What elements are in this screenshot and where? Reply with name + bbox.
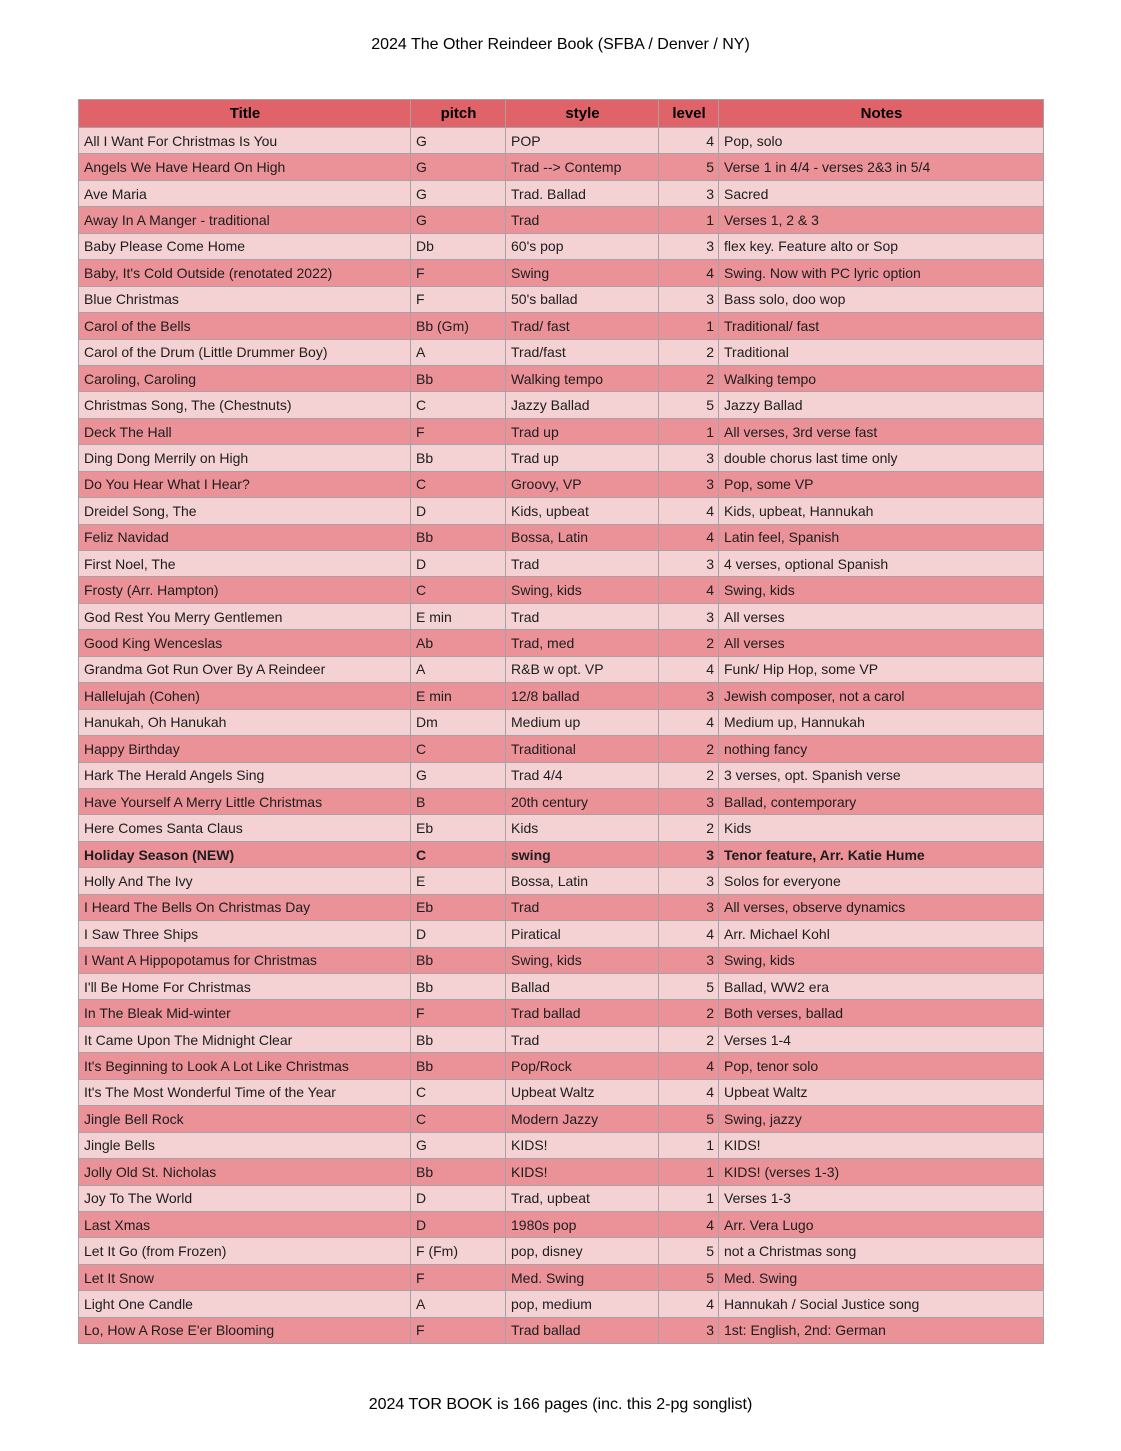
table-row: [79, 445, 1044, 471]
cell-pitch: G: [411, 207, 506, 233]
cell-pitch: Bb: [411, 524, 506, 550]
cell-notes: All verses, 3rd verse fast: [719, 418, 1044, 444]
page-footer: 2024 TOR BOOK is 166 pages (inc. this 2-pg songlist): [368, 1396, 753, 1413]
table-row: [79, 974, 1044, 1000]
cell-level: 1: [659, 1132, 719, 1158]
cell-notes: Jazzy Ballad: [719, 392, 1044, 418]
table-row: [79, 365, 1044, 391]
table-row: [79, 815, 1044, 841]
cell-notes: 3 verses, opt. Spanish verse: [719, 762, 1044, 788]
cell-pitch: Eb: [411, 894, 506, 920]
table-row: [79, 788, 1044, 814]
column-header-style: style: [506, 100, 659, 128]
cell-pitch: F: [411, 1264, 506, 1290]
cell-title: Happy Birthday: [79, 736, 411, 762]
table-row: [79, 1159, 1044, 1185]
table-row: [79, 392, 1044, 418]
cell-style: Kids: [506, 815, 659, 841]
table-row: [79, 762, 1044, 788]
cell-title: Hanukah, Oh Hanukah: [79, 709, 411, 735]
cell-title: God Rest You Merry Gentlemen: [79, 603, 411, 629]
cell-pitch: Eb: [411, 815, 506, 841]
cell-level: 2: [659, 762, 719, 788]
table-row: [79, 498, 1044, 524]
table-row: [79, 683, 1044, 709]
cell-notes: Pop, solo: [719, 128, 1044, 154]
table-row: [79, 1211, 1044, 1237]
cell-level: 1: [659, 207, 719, 233]
table-row: [79, 709, 1044, 735]
cell-notes: Verses 1-3: [719, 1185, 1044, 1211]
cell-pitch: E: [411, 868, 506, 894]
cell-level: 3: [659, 603, 719, 629]
page-title: 2024 The Other Reindeer Book (SFBA / Denver / NY): [371, 36, 750, 53]
table-row: [79, 1026, 1044, 1052]
cell-title: I'll Be Home For Christmas: [79, 974, 411, 1000]
table-row: [79, 656, 1044, 682]
cell-pitch: C: [411, 736, 506, 762]
column-header-pitch: pitch: [411, 100, 506, 128]
table-row: [79, 418, 1044, 444]
cell-level: 1: [659, 313, 719, 339]
cell-pitch: Bb: [411, 1159, 506, 1185]
cell-style: Modern Jazzy: [506, 1106, 659, 1132]
cell-style: Jazzy Ballad: [506, 392, 659, 418]
cell-notes: All verses: [719, 603, 1044, 629]
cell-style: 1980s pop: [506, 1211, 659, 1237]
cell-notes: flex key. Feature alto or Sop: [719, 233, 1044, 259]
cell-title: Light One Candle: [79, 1291, 411, 1317]
cell-title: Carol of the Drum (Little Drummer Boy): [79, 339, 411, 365]
cell-pitch: C: [411, 841, 506, 867]
cell-notes: Jewish composer, not a carol: [719, 683, 1044, 709]
cell-title: Holly And The Ivy: [79, 868, 411, 894]
cell-level: 5: [659, 1264, 719, 1290]
table-row: [79, 603, 1044, 629]
cell-title: I Want A Hippopotamus for Christmas: [79, 947, 411, 973]
cell-notes: Hannukah / Social Justice song: [719, 1291, 1044, 1317]
cell-style: Upbeat Waltz: [506, 1079, 659, 1105]
cell-pitch: D: [411, 551, 506, 577]
table-row: [79, 577, 1044, 603]
cell-notes: KIDS!: [719, 1132, 1044, 1158]
songlist-table-container: [78, 99, 1044, 1344]
cell-pitch: F (Fm): [411, 1238, 506, 1264]
table-row: [79, 894, 1044, 920]
table-row: [79, 471, 1044, 497]
table-row: [79, 339, 1044, 365]
cell-level: 1: [659, 1159, 719, 1185]
cell-notes: Verses 1-4: [719, 1026, 1044, 1052]
cell-level: 4: [659, 260, 719, 286]
cell-level: 2: [659, 365, 719, 391]
cell-level: 5: [659, 154, 719, 180]
cell-notes: Medium up, Hannukah: [719, 709, 1044, 735]
cell-style: Trad: [506, 551, 659, 577]
cell-style: Groovy, VP: [506, 471, 659, 497]
cell-title: Angels We Have Heard On High: [79, 154, 411, 180]
cell-title: Ding Dong Merrily on High: [79, 445, 411, 471]
cell-level: 4: [659, 577, 719, 603]
cell-title: It Came Upon The Midnight Clear: [79, 1026, 411, 1052]
cell-style: Kids, upbeat: [506, 498, 659, 524]
cell-pitch: F: [411, 418, 506, 444]
cell-notes: Both verses, ballad: [719, 1000, 1044, 1026]
table-row: [79, 1264, 1044, 1290]
cell-title: First Noel, The: [79, 551, 411, 577]
cell-notes: 1st: English, 2nd: German: [719, 1317, 1044, 1343]
cell-title: All I Want For Christmas Is You: [79, 128, 411, 154]
cell-title: Do You Hear What I Hear?: [79, 471, 411, 497]
column-header-level: level: [659, 100, 719, 128]
cell-notes: Upbeat Waltz: [719, 1079, 1044, 1105]
cell-notes: Verse 1 in 4/4 - verses 2&3 in 5/4: [719, 154, 1044, 180]
cell-title: Jingle Bells: [79, 1132, 411, 1158]
cell-title: Ave Maria: [79, 180, 411, 206]
table-row: [79, 286, 1044, 312]
cell-style: Trad 4/4: [506, 762, 659, 788]
cell-notes: Sacred: [719, 180, 1044, 206]
cell-notes: Walking tempo: [719, 365, 1044, 391]
cell-pitch: F: [411, 286, 506, 312]
cell-level: 4: [659, 1291, 719, 1317]
cell-title: Dreidel Song, The: [79, 498, 411, 524]
cell-title: Baby, It's Cold Outside (renotated 2022): [79, 260, 411, 286]
cell-title: Last Xmas: [79, 1211, 411, 1237]
cell-pitch: C: [411, 471, 506, 497]
cell-notes: Swing, kids: [719, 577, 1044, 603]
cell-notes: Bass solo, doo wop: [719, 286, 1044, 312]
cell-pitch: E min: [411, 683, 506, 709]
cell-notes: Traditional: [719, 339, 1044, 365]
cell-notes: Solos for everyone: [719, 868, 1044, 894]
cell-notes: Pop, some VP: [719, 471, 1044, 497]
cell-notes: KIDS! (verses 1-3): [719, 1159, 1044, 1185]
cell-style: Trad. Ballad: [506, 180, 659, 206]
table-row: [79, 233, 1044, 259]
cell-level: 3: [659, 868, 719, 894]
cell-pitch: Bb: [411, 445, 506, 471]
table-row: [79, 1106, 1044, 1132]
cell-title: Holiday Season (NEW): [79, 841, 411, 867]
cell-notes: double chorus last time only: [719, 445, 1044, 471]
cell-style: Traditional: [506, 736, 659, 762]
cell-title: Carol of the Bells: [79, 313, 411, 339]
table-row: [79, 180, 1044, 206]
table-row: [79, 1079, 1044, 1105]
cell-title: Jolly Old St. Nicholas: [79, 1159, 411, 1185]
table-row: [79, 154, 1044, 180]
cell-pitch: F: [411, 1000, 506, 1026]
cell-notes: Swing, kids: [719, 947, 1044, 973]
table-row: [79, 868, 1044, 894]
cell-pitch: A: [411, 339, 506, 365]
table-row: [79, 1238, 1044, 1264]
cell-pitch: C: [411, 577, 506, 603]
cell-title: It's The Most Wonderful Time of the Year: [79, 1079, 411, 1105]
cell-style: Trad ballad: [506, 1000, 659, 1026]
cell-style: POP: [506, 128, 659, 154]
cell-level: 4: [659, 921, 719, 947]
cell-pitch: Bb (Gm): [411, 313, 506, 339]
cell-style: Pop/Rock: [506, 1053, 659, 1079]
cell-title: Jingle Bell Rock: [79, 1106, 411, 1132]
cell-pitch: Bb: [411, 1026, 506, 1052]
cell-level: 3: [659, 445, 719, 471]
cell-title: Hallelujah (Cohen): [79, 683, 411, 709]
cell-level: 3: [659, 180, 719, 206]
table-row: [79, 551, 1044, 577]
cell-notes: Latin feel, Spanish: [719, 524, 1044, 550]
cell-style: Swing, kids: [506, 577, 659, 603]
cell-level: 4: [659, 524, 719, 550]
cell-pitch: Dm: [411, 709, 506, 735]
table-row: [79, 524, 1044, 550]
cell-pitch: G: [411, 180, 506, 206]
cell-pitch: Bb: [411, 1053, 506, 1079]
cell-style: 60's pop: [506, 233, 659, 259]
cell-title: Caroling, Caroling: [79, 365, 411, 391]
cell-style: Ballad: [506, 974, 659, 1000]
cell-level: 1: [659, 418, 719, 444]
cell-title: Baby Please Come Home: [79, 233, 411, 259]
cell-title: It's Beginning to Look A Lot Like Christmas: [79, 1053, 411, 1079]
cell-level: 2: [659, 1026, 719, 1052]
cell-pitch: C: [411, 392, 506, 418]
table-row: [79, 1053, 1044, 1079]
cell-title: I Saw Three Ships: [79, 921, 411, 947]
cell-title: Joy To The World: [79, 1185, 411, 1211]
cell-notes: Med. Swing: [719, 1264, 1044, 1290]
table-row: [79, 841, 1044, 867]
cell-title: Let It Go (from Frozen): [79, 1238, 411, 1264]
cell-pitch: G: [411, 762, 506, 788]
cell-style: 20th century: [506, 788, 659, 814]
cell-title: Here Comes Santa Claus: [79, 815, 411, 841]
cell-title: Christmas Song, The (Chestnuts): [79, 392, 411, 418]
cell-title: I Heard The Bells On Christmas Day: [79, 894, 411, 920]
cell-pitch: C: [411, 1079, 506, 1105]
cell-notes: nothing fancy: [719, 736, 1044, 762]
header-row: [79, 100, 1044, 128]
cell-style: KIDS!: [506, 1132, 659, 1158]
cell-title: Blue Christmas: [79, 286, 411, 312]
cell-notes: Verses 1, 2 & 3: [719, 207, 1044, 233]
cell-style: Bossa, Latin: [506, 524, 659, 550]
table-row: [79, 736, 1044, 762]
cell-pitch: D: [411, 1211, 506, 1237]
cell-pitch: A: [411, 656, 506, 682]
cell-title: Let It Snow: [79, 1264, 411, 1290]
cell-level: 3: [659, 551, 719, 577]
cell-notes: Swing, jazzy: [719, 1106, 1044, 1132]
cell-level: 5: [659, 974, 719, 1000]
cell-level: 4: [659, 1079, 719, 1105]
cell-style: Trad: [506, 207, 659, 233]
cell-notes: not a Christmas song: [719, 1238, 1044, 1264]
cell-pitch: D: [411, 921, 506, 947]
cell-title: Deck The Hall: [79, 418, 411, 444]
table-row: [79, 630, 1044, 656]
table-row: [79, 947, 1044, 973]
cell-pitch: G: [411, 128, 506, 154]
cell-title: Hark The Herald Angels Sing: [79, 762, 411, 788]
cell-notes: Arr. Michael Kohl: [719, 921, 1044, 947]
cell-style: Med. Swing: [506, 1264, 659, 1290]
cell-pitch: G: [411, 1132, 506, 1158]
cell-pitch: Bb: [411, 947, 506, 973]
cell-style: 50's ballad: [506, 286, 659, 312]
cell-notes: Ballad, WW2 era: [719, 974, 1044, 1000]
cell-pitch: Bb: [411, 365, 506, 391]
table-row: [79, 128, 1044, 154]
cell-style: Swing, kids: [506, 947, 659, 973]
cell-style: Trad --> Contemp: [506, 154, 659, 180]
table-row: [79, 1132, 1044, 1158]
cell-level: 4: [659, 1211, 719, 1237]
cell-title: Lo, How A Rose E'er Blooming: [79, 1317, 411, 1343]
cell-title: Frosty (Arr. Hampton): [79, 577, 411, 603]
cell-style: Medium up: [506, 709, 659, 735]
cell-style: R&B w opt. VP: [506, 656, 659, 682]
cell-notes: Ballad, contemporary: [719, 788, 1044, 814]
table-row: [79, 1000, 1044, 1026]
cell-title: Have Yourself A Merry Little Christmas: [79, 788, 411, 814]
cell-notes: 4 verses, optional Spanish: [719, 551, 1044, 577]
cell-style: Trad ballad: [506, 1317, 659, 1343]
table-row: [79, 921, 1044, 947]
cell-level: 3: [659, 894, 719, 920]
table-row: [79, 1291, 1044, 1317]
cell-style: swing: [506, 841, 659, 867]
cell-level: 3: [659, 1317, 719, 1343]
cell-pitch: Bb: [411, 974, 506, 1000]
cell-style: Trad, upbeat: [506, 1185, 659, 1211]
cell-pitch: D: [411, 1185, 506, 1211]
cell-pitch: F: [411, 260, 506, 286]
table-row: [79, 260, 1044, 286]
cell-style: Trad: [506, 603, 659, 629]
cell-level: 4: [659, 709, 719, 735]
cell-pitch: C: [411, 1106, 506, 1132]
cell-level: 5: [659, 1106, 719, 1132]
cell-level: 4: [659, 656, 719, 682]
cell-style: Trad: [506, 1026, 659, 1052]
cell-level: 3: [659, 471, 719, 497]
cell-level: 1: [659, 1185, 719, 1211]
cell-level: 4: [659, 128, 719, 154]
cell-level: 2: [659, 339, 719, 365]
cell-pitch: F: [411, 1317, 506, 1343]
cell-level: 2: [659, 736, 719, 762]
cell-notes: Kids: [719, 815, 1044, 841]
cell-style: KIDS!: [506, 1159, 659, 1185]
cell-style: Trad/fast: [506, 339, 659, 365]
table-row: [79, 1185, 1044, 1211]
cell-style: Trad up: [506, 418, 659, 444]
cell-pitch: G: [411, 154, 506, 180]
cell-level: 5: [659, 1238, 719, 1264]
songlist-table: [78, 99, 1044, 1344]
cell-pitch: E min: [411, 603, 506, 629]
cell-level: 3: [659, 233, 719, 259]
cell-notes: All verses: [719, 630, 1044, 656]
cell-title: In The Bleak Mid-winter: [79, 1000, 411, 1026]
cell-title: Away In A Manger - traditional: [79, 207, 411, 233]
cell-level: 3: [659, 683, 719, 709]
cell-level: 4: [659, 498, 719, 524]
cell-style: Trad: [506, 894, 659, 920]
cell-notes: All verses, observe dynamics: [719, 894, 1044, 920]
cell-style: pop, disney: [506, 1238, 659, 1264]
cell-pitch: D: [411, 498, 506, 524]
cell-level: 3: [659, 947, 719, 973]
cell-title: Grandma Got Run Over By A Reindeer: [79, 656, 411, 682]
cell-style: 12/8 ballad: [506, 683, 659, 709]
cell-style: Swing: [506, 260, 659, 286]
cell-notes: Arr. Vera Lugo: [719, 1211, 1044, 1237]
cell-pitch: Ab: [411, 630, 506, 656]
table-row: [79, 1317, 1044, 1343]
cell-notes: Swing. Now with PC lyric option: [719, 260, 1044, 286]
cell-pitch: B: [411, 788, 506, 814]
cell-pitch: Db: [411, 233, 506, 259]
cell-pitch: A: [411, 1291, 506, 1317]
cell-style: Trad/ fast: [506, 313, 659, 339]
cell-style: Piratical: [506, 921, 659, 947]
cell-style: Walking tempo: [506, 365, 659, 391]
cell-level: 4: [659, 1053, 719, 1079]
table-row: [79, 207, 1044, 233]
cell-style: Trad, med: [506, 630, 659, 656]
cell-level: 2: [659, 1000, 719, 1026]
cell-level: 3: [659, 841, 719, 867]
cell-level: 3: [659, 286, 719, 312]
cell-level: 2: [659, 815, 719, 841]
cell-style: Trad up: [506, 445, 659, 471]
cell-style: pop, medium: [506, 1291, 659, 1317]
cell-title: Good King Wenceslas: [79, 630, 411, 656]
cell-style: Bossa, Latin: [506, 868, 659, 894]
cell-notes: Traditional/ fast: [719, 313, 1044, 339]
cell-notes: Tenor feature, Arr. Katie Hume: [719, 841, 1044, 867]
cell-notes: Kids, upbeat, Hannukah: [719, 498, 1044, 524]
cell-notes: Pop, tenor solo: [719, 1053, 1044, 1079]
table-row: [79, 313, 1044, 339]
cell-level: 2: [659, 630, 719, 656]
cell-level: 5: [659, 392, 719, 418]
cell-notes: Funk/ Hip Hop, some VP: [719, 656, 1044, 682]
cell-level: 3: [659, 788, 719, 814]
cell-title: Feliz Navidad: [79, 524, 411, 550]
column-header-title: Title: [79, 100, 411, 128]
column-header-notes: Notes: [719, 100, 1044, 128]
